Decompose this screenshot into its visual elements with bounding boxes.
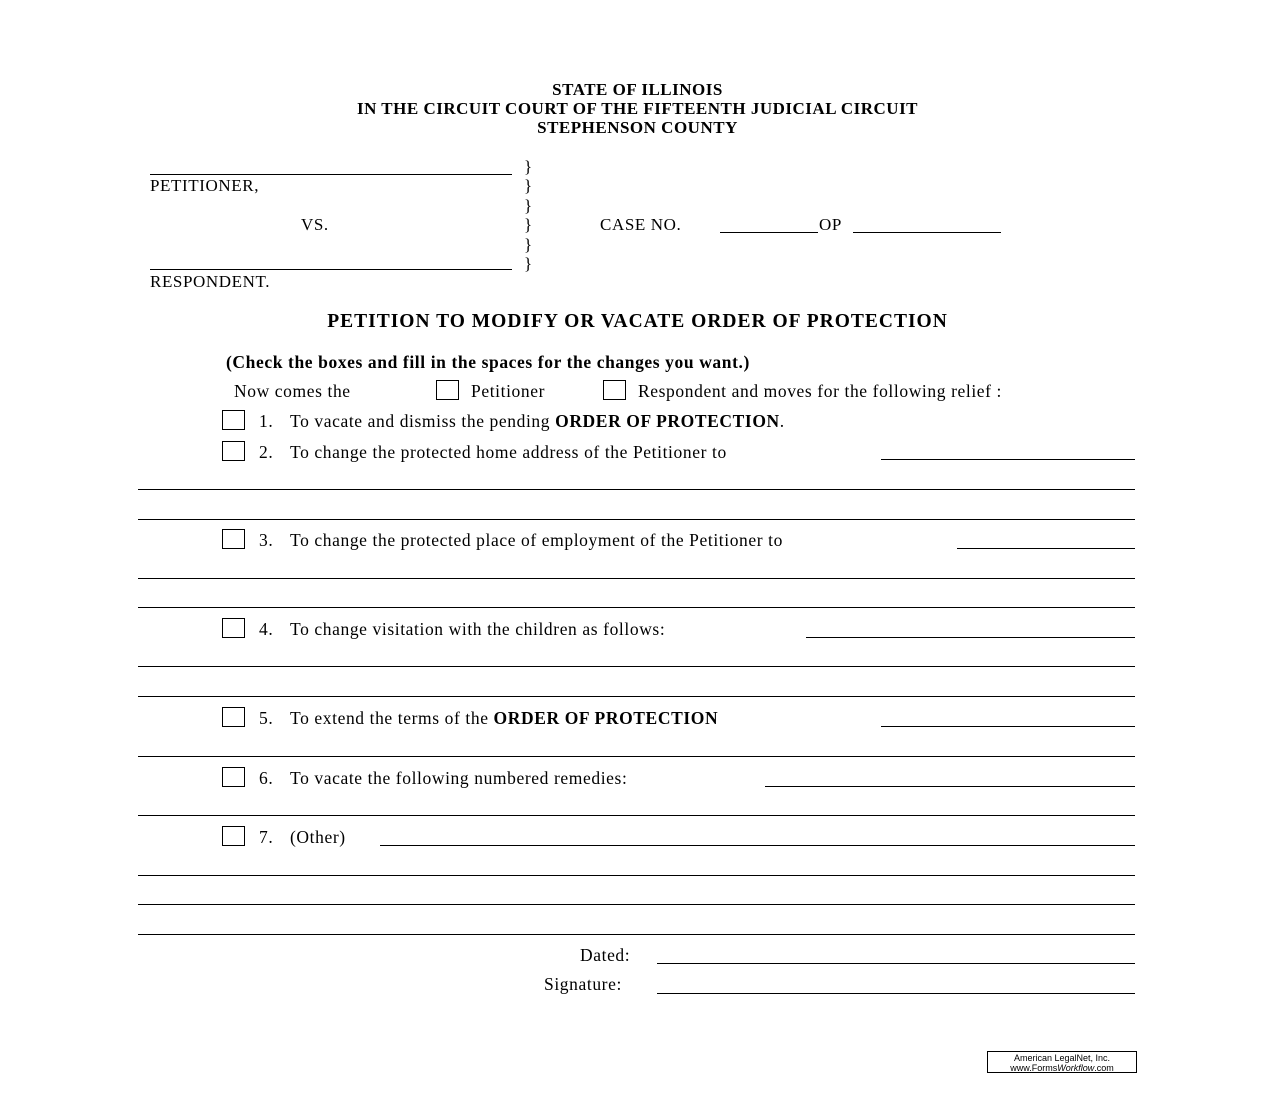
respondent-name-field[interactable] xyxy=(150,269,512,270)
case-op-label: OP xyxy=(819,215,842,234)
item-7-checkbox[interactable] xyxy=(222,826,245,846)
caption-brace: } xyxy=(524,215,533,234)
case-no-label: CASE NO. xyxy=(600,215,682,234)
header-state: STATE OF ILLINOIS xyxy=(552,80,723,99)
petitioner-name-field[interactable] xyxy=(150,174,512,175)
item-2-field-line[interactable] xyxy=(138,489,1135,490)
item-1-number: 1. xyxy=(259,411,274,431)
item-5-field-line[interactable] xyxy=(138,756,1135,757)
item-7-field[interactable] xyxy=(380,845,1135,846)
vs-label: VS. xyxy=(301,215,329,234)
item-2-field[interactable] xyxy=(881,459,1135,460)
item-4-field[interactable] xyxy=(806,637,1135,638)
item-7-field-line[interactable] xyxy=(138,934,1135,935)
item-2-checkbox[interactable] xyxy=(222,441,245,461)
item-4-field-line[interactable] xyxy=(138,696,1135,697)
item-6-checkbox[interactable] xyxy=(222,767,245,787)
publisher-footer xyxy=(987,1051,1137,1073)
publisher-name: American LegalNet, Inc. xyxy=(1013,1053,1111,1063)
item-7-field-line[interactable] xyxy=(138,875,1135,876)
item-1-bold-text: ORDER OF PROTECTION xyxy=(555,411,780,431)
item-7-field-line[interactable] xyxy=(138,904,1135,905)
petitioner-option-label: Petitioner xyxy=(471,381,546,401)
item-4-text: To change visitation with the children as follows: xyxy=(290,619,666,639)
item-4-field-line[interactable] xyxy=(138,666,1135,667)
item-3-field-line[interactable] xyxy=(138,607,1135,608)
dated-field[interactable] xyxy=(657,963,1135,964)
item-5-text: To extend the terms of the ORDER OF PROTECTION xyxy=(290,708,719,728)
item-5-bold-text: ORDER OF PROTECTION xyxy=(493,708,719,728)
petitioner-label: PETITIONER, xyxy=(150,176,260,195)
item-5-field[interactable] xyxy=(881,726,1135,727)
instructions: (Check the boxes and fill in the spaces for the changes you want.) xyxy=(226,352,750,372)
caption-brace: } xyxy=(524,157,533,176)
header-county: STEPHENSON COUNTY xyxy=(537,118,738,137)
case-no-field[interactable] xyxy=(720,232,818,233)
item-6-text: To vacate the following numbered remedies: xyxy=(290,768,628,788)
item-3-number: 3. xyxy=(259,530,274,550)
caption-brace: } xyxy=(524,235,533,254)
item-6-field-line[interactable] xyxy=(138,815,1135,816)
item-3-checkbox[interactable] xyxy=(222,529,245,549)
publisher-website: www.FormsWorkflow.com xyxy=(1010,1063,1114,1073)
dated-label: Dated: xyxy=(580,945,631,965)
item-6-number: 6. xyxy=(259,768,274,788)
item-4-checkbox[interactable] xyxy=(222,618,245,638)
respondent-option-label: Respondent and moves for the following relief : xyxy=(638,381,1003,401)
item-3-text: To change the protected place of employment of the Petitioner to xyxy=(290,530,783,550)
now-comes-text: Now comes the xyxy=(234,381,351,401)
signature-label: Signature: xyxy=(544,974,622,994)
respondent-label: RESPONDENT. xyxy=(150,272,271,291)
respondent-checkbox[interactable] xyxy=(603,380,626,400)
case-op-field[interactable] xyxy=(853,232,1001,233)
item-7-number: 7. xyxy=(259,827,274,847)
form-title: PETITION TO MODIFY OR VACATE ORDER OF PROTECTION xyxy=(327,311,948,332)
item-1-text: To vacate and dismiss the pending ORDER OF PROTECTION. xyxy=(290,411,785,431)
header-court: IN THE CIRCUIT COURT OF THE FIFTEENTH JUDICIAL CIRCUIT xyxy=(356,99,919,118)
item-2-text: To change the protected home address of the Petitioner to xyxy=(290,442,727,462)
caption-brace: } xyxy=(524,176,533,195)
item-2-field-line[interactable] xyxy=(138,519,1135,520)
caption-brace: } xyxy=(524,196,533,215)
item-5-number: 5. xyxy=(259,708,274,728)
item-1-checkbox[interactable] xyxy=(222,410,245,430)
petitioner-checkbox[interactable] xyxy=(436,380,459,400)
item-2-number: 2. xyxy=(259,442,274,462)
item-3-field[interactable] xyxy=(957,548,1135,549)
item-3-field-line[interactable] xyxy=(138,578,1135,579)
item-6-field[interactable] xyxy=(765,786,1135,787)
item-5-checkbox[interactable] xyxy=(222,707,245,727)
item-4-number: 4. xyxy=(259,619,274,639)
item-7-text: (Other) xyxy=(290,827,346,847)
signature-field[interactable] xyxy=(657,993,1135,994)
caption-brace: } xyxy=(524,254,533,273)
